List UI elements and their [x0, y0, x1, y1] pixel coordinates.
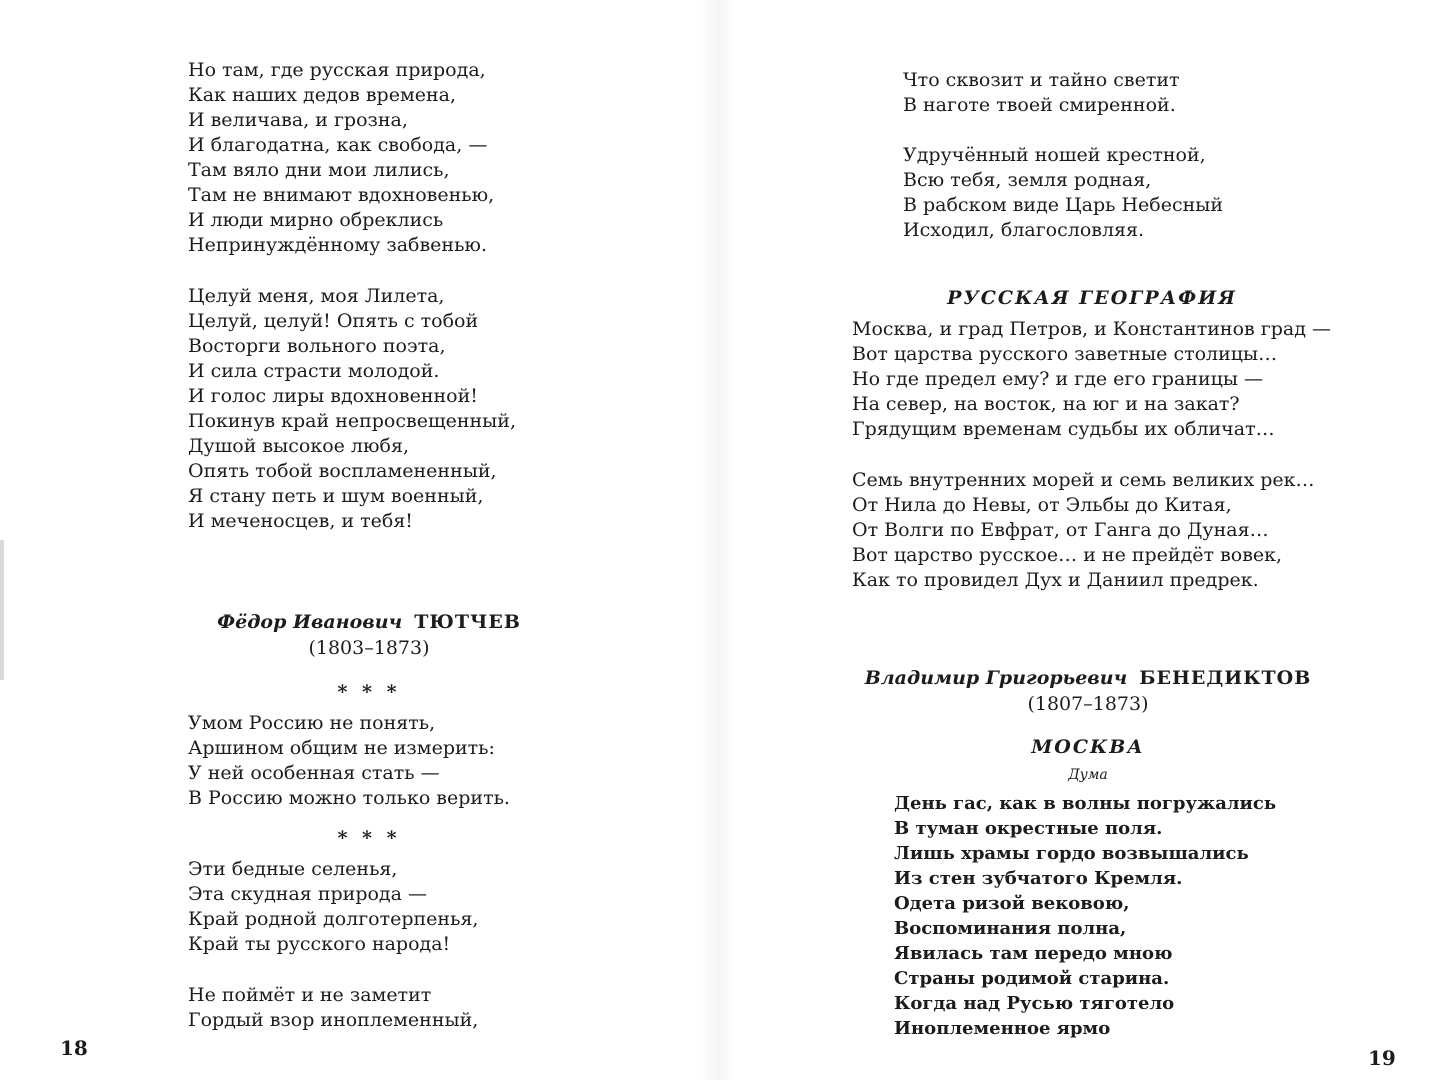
poem-line: От Нила до Невы, от Эльбы до Китая,	[852, 494, 1232, 516]
poem-line: В Россию можно только верить.	[188, 787, 510, 809]
author-first-name: Владимир Григорьевич	[864, 667, 1128, 689]
poem-line: Я стану петь и шум военный,	[188, 485, 484, 507]
page-number: 19	[1368, 1046, 1396, 1070]
poem-line: Эта скудная природа —	[188, 883, 427, 905]
poem-line: Край родной долготерпенья,	[188, 908, 479, 930]
poem-line: Одета ризой вековою,	[894, 893, 1130, 914]
poem-line: Как то провидел Дух и Даниил предрек.	[852, 569, 1259, 591]
poem-line: Умом Россию не понять,	[188, 712, 436, 734]
poem-line: Восторги вольного поэта,	[188, 335, 446, 357]
author-last-name: ТЮТЧЕВ	[414, 611, 521, 633]
poem-line: В наготе твоей смиренной.	[903, 94, 1176, 116]
poem-line: На север, на восток, на юг и на закат?	[852, 393, 1240, 415]
poem-line: Вот царства русского заветные столицы…	[852, 343, 1278, 365]
poem-line: Там не внимают вдохновенью,	[188, 184, 495, 206]
poem-title: МОСКВА	[1031, 736, 1145, 758]
section-stars: * * *	[337, 827, 401, 849]
poem-line: Грядущим временам судьбы их обличат…	[852, 418, 1275, 440]
poem-line: Там вяло дни мои лились,	[188, 159, 450, 181]
author-first-name: Фёдор Иванович	[217, 611, 403, 633]
author-heading	[188, 610, 550, 635]
poem-line: Иноплеменное ярмо	[894, 1018, 1111, 1039]
poem-line: Воспоминания полна,	[894, 918, 1127, 939]
section-stars: * * *	[337, 681, 401, 703]
poem-line: Непринуждённому забвенью.	[188, 234, 487, 256]
poem-line: Удручённый ношей крестной,	[903, 144, 1206, 166]
author-last-name: БЕНЕДИКТОВ	[1139, 667, 1312, 689]
poem-line: Страны родимой старина.	[894, 968, 1170, 989]
poem-line: Семь внутренних морей и семь великих рек…	[852, 469, 1315, 491]
poem-line: Вот царство русское… и не прейдёт вовек,	[852, 544, 1283, 566]
poem-line: Эти бедные селенья,	[188, 858, 398, 880]
poem-line: Покинув край непросвещенный,	[188, 410, 517, 432]
poem-line: И сила страсти молодой.	[188, 360, 440, 382]
poem-line: Как наших дедов времена,	[188, 84, 456, 106]
poem-line: И голос лиры вдохновенной!	[188, 385, 478, 407]
poem-line: Что сквозит и тайно светит	[903, 69, 1180, 91]
poem-line: В рабском виде Царь Небесный	[903, 194, 1224, 216]
poem-line: Опять тобой воспламененный,	[188, 460, 497, 482]
poem-line: Лишь храмы гордо возвышались	[894, 843, 1249, 864]
poem-line: И благодатна, как свобода, —	[188, 134, 488, 156]
poem-line: Явилась там передо мною	[894, 943, 1173, 964]
page-edge-shadow	[0, 540, 4, 680]
poem-subtitle: Дума	[1068, 767, 1108, 783]
page-number: 18	[60, 1036, 88, 1060]
poem-line: Край ты русского народа!	[188, 933, 451, 955]
author-years: (1807–1873)	[1027, 693, 1149, 715]
poem-line: Гордый взор иноплеменный,	[188, 1009, 479, 1031]
poem-line: Целуй, целуй! Опять с тобой	[188, 310, 479, 332]
poem-line: Исходил, благословляя.	[903, 219, 1145, 241]
left-page	[0, 0, 718, 1080]
poem-line: Душой высокое любя,	[188, 435, 410, 457]
poem-line: Из стен зубчатого Кремля.	[894, 868, 1183, 889]
poem-title: РУССКАЯ ГЕОГРАФИЯ	[947, 287, 1237, 309]
poem-line: У ней особенная стать —	[188, 762, 440, 784]
poem-line: День гас, как в волны погружались	[894, 793, 1277, 814]
author-heading	[848, 666, 1328, 691]
poem-line: Но там, где русская природа,	[188, 59, 486, 81]
poem-line: Когда над Русью тяготело	[894, 993, 1175, 1014]
poem-line: Целуй меня, моя Лилета,	[188, 285, 445, 307]
poem-line: В туман окрестные поля.	[894, 818, 1163, 839]
poem-line: Аршином общим не измерить:	[188, 737, 495, 759]
author-years: (1803–1873)	[308, 637, 430, 659]
poem-line: От Волги по Евфрат, от Ганга до Дуная…	[852, 519, 1269, 541]
poem-line: Москва, и град Петров, и Константинов град —	[852, 318, 1331, 340]
poem-line: И люди мирно обреклись	[188, 209, 444, 231]
poem-line: Не поймёт и не заметит	[188, 984, 432, 1006]
poem-line: И меченосцев, и тебя!	[188, 510, 413, 532]
poem-line: И величава, и грозна,	[188, 109, 408, 131]
poem-line: Всю тебя, земля родная,	[903, 169, 1152, 191]
poem-line: Но где предел ему? и где его границы —	[852, 368, 1264, 390]
right-page	[718, 0, 1437, 1080]
